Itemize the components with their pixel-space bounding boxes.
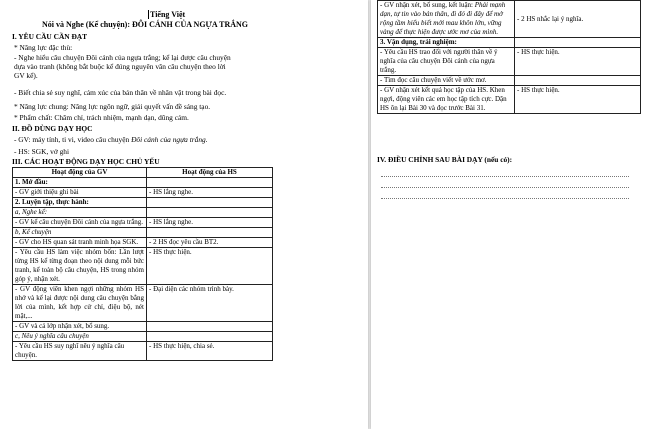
table-row (13, 178, 273, 188)
text-line: - Biết chia sẻ suy nghĩ, cảm xúc của bản thân về nhân vật trong bài đọc. (14, 88, 227, 97)
table-row (378, 48, 641, 76)
dotted-line (381, 187, 629, 188)
table-cell (147, 178, 273, 188)
table-row (13, 248, 273, 285)
text-line: * Phẩm chất: Chăm chỉ, trách nhiệm, mạnh dạn, dũng cảm. (14, 113, 189, 122)
table-cell: - GV kể câu chuyện Đôi cánh của ngựa trắng. (13, 218, 147, 228)
table-cell (147, 228, 273, 238)
table-row (13, 198, 273, 208)
table-row (378, 86, 641, 114)
table-cell (147, 208, 273, 218)
table-cell: - 2 HS nhắc lại ý nghĩa. (515, 1, 641, 38)
document-page-2 (371, 0, 650, 429)
table-cell: - Yêu cầu HS suy nghĩ nêu ý nghĩa câu chuyện. (13, 342, 147, 361)
table-cell: - GV và cả lớp nhận xét, bổ sung. (13, 322, 147, 332)
table-row (13, 188, 273, 198)
table-cell: - 2 HS đọc yêu cầu BT2. (147, 238, 273, 248)
table-cell: - GV cho HS quan sát tranh minh họa SGK. (13, 238, 147, 248)
table-cell: - Đại diện các nhóm trình bày. (147, 285, 273, 322)
table-cell: - HS lắng nghe. (147, 218, 273, 228)
column-header-hs: Hoạt động của HS (147, 168, 273, 178)
table-header-row (13, 168, 273, 178)
dotted-line (381, 176, 629, 177)
text-line: * Năng lực đặc thù: (14, 43, 73, 52)
section-3-heading: III. CÁC HOẠT ĐỘNG DẠY HỌC CHỦ YẾU (12, 157, 160, 166)
text-line: * Năng lực chung: Năng lực ngôn ngữ, giải quyết vấn đề sáng tạo. (14, 102, 211, 111)
text-line: - HS: SGK, vở ghi (14, 147, 70, 156)
table-cell: - Tìm đọc câu chuyện viết về ước mơ. (378, 76, 515, 86)
table-row (13, 218, 273, 228)
table-cell: c, Nêu ý nghĩa câu chuyện (13, 332, 147, 342)
table-row (13, 208, 273, 218)
table-cell: - Yêu cầu HS trao đổi với người thân về ý nghĩa của câu chuyện Đôi cánh của ngựa trắng. (378, 48, 515, 76)
table-row (13, 285, 273, 322)
text-line: - GV: máy tính, ti vi, video câu chuyện Đôi cánh của ngựa trắng. (14, 135, 208, 144)
table-row (378, 1, 641, 38)
table-row (378, 76, 641, 86)
table-cell: - HS thực hiện. (147, 248, 273, 285)
table-cell: - HS thực hiện. (515, 86, 641, 114)
table-cell: b, Kể chuyện (13, 228, 147, 238)
section-1-heading: I. YÊU CẦU CẦN ĐẠT (12, 32, 88, 41)
table-cell: - GV nhận xét kết quả học tập của HS. Khen ngợi, động viên các em học tập tích cực. Dặn HS ôn lại Bài 30 và đọc trước Bài 31. (378, 86, 515, 114)
activities-table (12, 167, 273, 361)
table-cell: - Yêu cầu HS làm việc nhóm bốn: Lần lượt từng HS kể từng đoạn theo nội dung mỗi bức tranh, kể toàn bộ câu chuyện, HS trong nhóm góp ý, nhận xét. (13, 248, 147, 285)
table-row (378, 38, 641, 48)
table-cell (515, 76, 641, 86)
table-cell: - HS thực hiện, chia sẻ. (147, 342, 273, 361)
table-cell (147, 332, 273, 342)
table-row (13, 228, 273, 238)
text-line: dựa vào tranh (không bắt buộc kể đúng nguyên văn câu chuyện theo lời (14, 62, 226, 71)
table-cell (515, 38, 641, 48)
table-cell: a, Nghe kể: (13, 208, 147, 218)
table-cell: 2. Luyện tập, thực hành: (13, 198, 147, 208)
table-cell (147, 322, 273, 332)
text-line: - Nghe hiểu câu chuyện Đôi cánh của ngựa trắng; kể lại được câu chuyện (14, 53, 231, 62)
table-cell: 3. Vận dụng, trải nghiệm: (378, 38, 515, 48)
subject-title: Tiếng Việt (150, 10, 186, 19)
activities-table-continued (377, 0, 641, 114)
column-header-gv: Hoạt động của GV (13, 168, 147, 178)
table-cell (147, 198, 273, 208)
table-cell: 1. Mở đầu: (13, 178, 147, 188)
table-row (13, 332, 273, 342)
table-row (13, 342, 273, 361)
table-row (13, 238, 273, 248)
table-row (13, 322, 273, 332)
table-cell: - HS thực hiện. (515, 48, 641, 76)
section-4-heading: IV. ĐIỀU CHỈNH SAU BÀI DẠY (nếu có): (377, 155, 513, 164)
text-line: GV kể). (14, 71, 38, 80)
section-2-heading: II. ĐỒ DÙNG DẠY HỌC (12, 124, 93, 133)
table-cell: - GV động viên khen ngợi những nhóm HS nhớ và kể lại được nội dung câu chuyện bằng lời của mình, kết hợp cử chỉ, điệu bộ, nét mặt,... (13, 285, 147, 322)
lesson-title: Nói và Nghe (Kể chuyện): ĐÔI CÁNH CỦA NGỰA TRẮNG (42, 20, 248, 29)
table-cell: - GV giới thiệu ghi bài (13, 188, 147, 198)
dotted-line (381, 198, 629, 199)
table-cell: - GV nhận xét, bổ sung, kết luận: Phải mạnh dạn, tự tin vào bản thân, đi đó đi đây để mở rộng tầm hiểu biết mới mau khôn lớn, vững vàng để thực hiện được ước mơ của mình. (378, 1, 515, 38)
table-cell: - HS lắng nghe. (147, 188, 273, 198)
